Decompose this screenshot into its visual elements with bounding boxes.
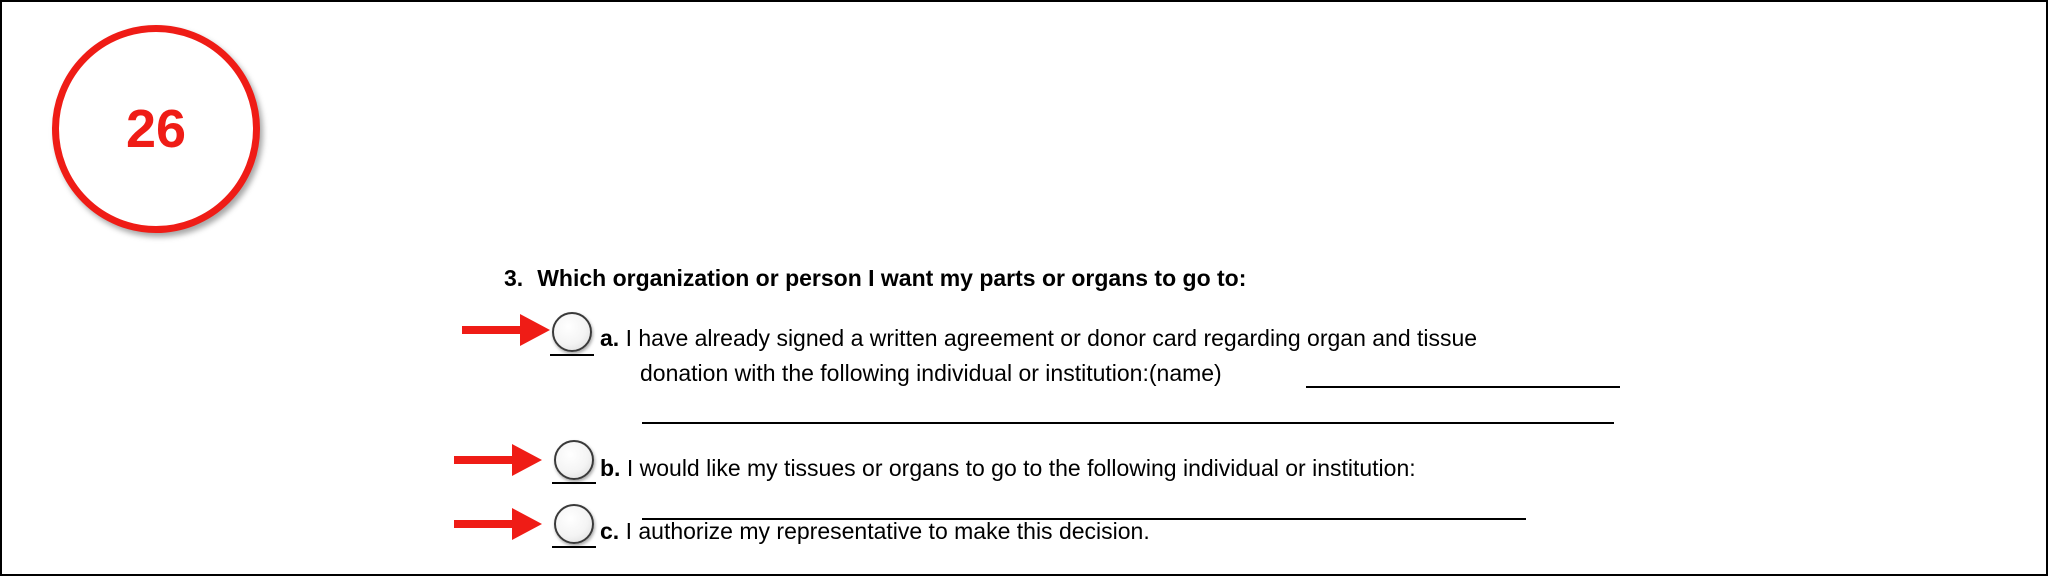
right-arrow-icon xyxy=(462,314,550,346)
right-arrow-icon xyxy=(454,444,542,476)
option-b-letter: b. xyxy=(600,455,621,481)
option-a-letter: a. xyxy=(600,325,620,351)
radio-option-b[interactable] xyxy=(554,440,594,480)
option-a-text: I have already signed a written agreement or donor card regarding organ and tissue xyxy=(625,325,1478,351)
radio-option-c[interactable] xyxy=(554,504,594,544)
option-c-line-1 xyxy=(600,516,1150,546)
radio-underline xyxy=(552,546,596,548)
step-number: 26 xyxy=(125,99,187,159)
radio-option-a[interactable] xyxy=(552,312,592,352)
option-b-text: I would like my tissues or organs to go to the following individual or institution: xyxy=(626,455,1416,481)
option-a-line-1 xyxy=(600,323,1477,353)
radio-underline xyxy=(550,354,594,356)
question-number: 3. xyxy=(504,265,524,291)
name-blank-line[interactable] xyxy=(1306,386,1620,388)
question-heading xyxy=(504,263,1246,293)
option-c-letter: c. xyxy=(600,518,620,544)
option-b-line-1 xyxy=(600,453,1416,483)
option-a-line-2 xyxy=(640,358,1222,388)
radio-underline xyxy=(552,482,596,484)
option-a-text-continued: donation with the following individual or institution:(name) xyxy=(640,360,1222,386)
question-text: Which organization or person I want my parts or organs to go to: xyxy=(537,265,1247,291)
option-c-text: I authorize my representative to make this decision. xyxy=(625,518,1150,544)
step-number-badge xyxy=(52,25,260,233)
name-blank-line-2[interactable] xyxy=(642,422,1614,424)
right-arrow-icon xyxy=(454,508,542,540)
